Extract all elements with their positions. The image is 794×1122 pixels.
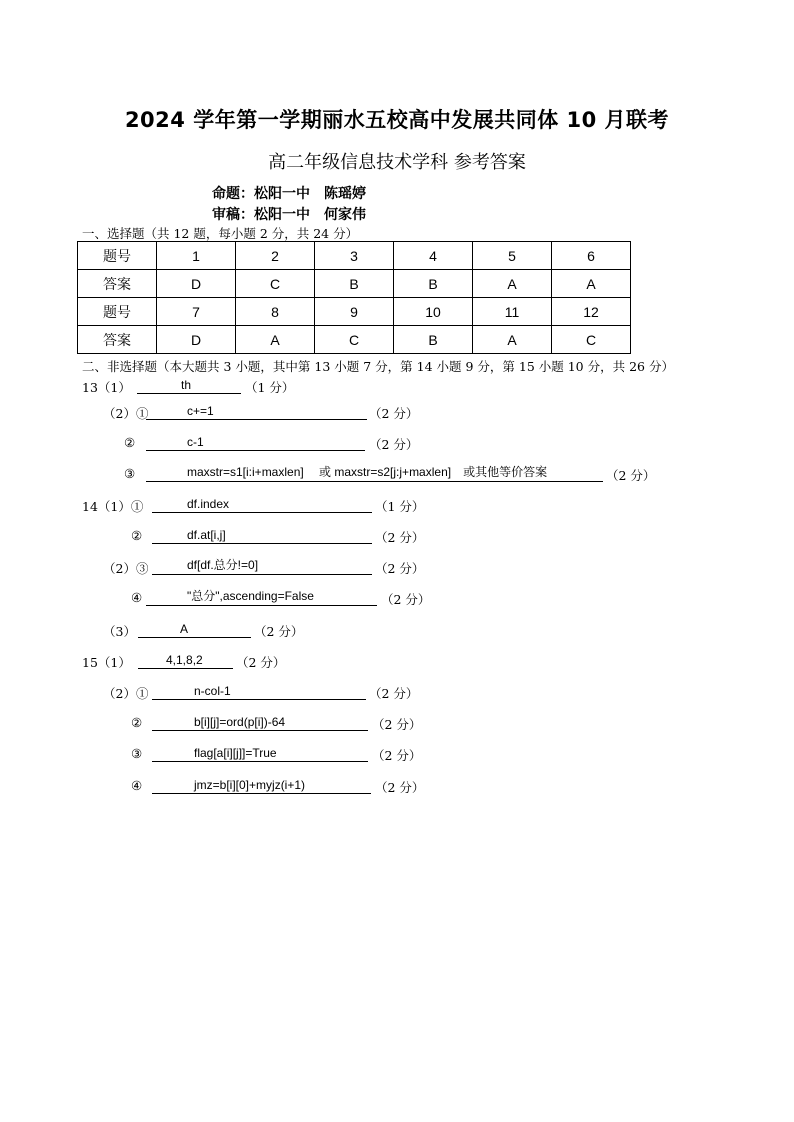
q14-5-label: （3） [103,624,136,639]
q13-2-points: （2 分） [369,406,419,421]
q14-2-answer: df.at[i,j] [152,527,372,544]
document-subtitle: 高二年级信息技术学科 参考答案 [268,152,526,173]
q14-2-label: ② [131,528,143,543]
table-row [78,270,631,298]
answer-table [77,241,631,354]
q13-1-points: （1 分） [245,380,295,395]
q14-3-label: （2）③ [103,561,149,576]
q13-2-label: （2）① [103,406,149,421]
table-cell: C [315,326,394,354]
author-line: 命题：松阳一中 陈瑶婷 [212,186,366,202]
q15-4-label: ③ [131,746,143,761]
reviewer-line: 审稿：松阳一中 何家伟 [212,207,366,223]
q15-3-answer: b[i][j]=ord(p[i])-64 [152,714,368,731]
table-cell: 1 [157,242,236,270]
table-row [78,326,631,354]
q13-4-points: （2 分） [606,468,656,483]
section-nonchoice-heading: 二、非选择题（本大题共 3 小题，其中第 13 小题 7 分，第 14 小题 9 分，第 15 小题 10 分，共 26 分） [82,359,674,374]
table-row-header: 题号 [78,298,157,326]
table-cell: B [394,270,473,298]
q13-4-label: ③ [124,466,136,481]
table-row [78,298,631,326]
table-cell: 12 [552,298,631,326]
q15-3-label: ② [131,715,143,730]
table-cell: D [157,270,236,298]
table-cell: A [236,326,315,354]
q13-1-answer: th [137,377,241,394]
table-cell: 4 [394,242,473,270]
q14-1-label: 14（1）① [82,499,144,514]
q13-3-points: （2 分） [369,437,419,452]
q14-5-points: （2 分） [254,624,304,639]
table-cell: C [552,326,631,354]
table-row [78,242,631,270]
table-cell: A [552,270,631,298]
table-cell: 6 [552,242,631,270]
q15-5-answer: jmz=b[i][0]+myjz(i+1) [152,777,371,794]
q15-5-points: （2 分） [375,780,425,795]
q14-1-points: （1 分） [375,499,425,514]
q14-5-answer: A [138,621,251,638]
q15-4-points: （2 分） [372,748,422,763]
q15-2-answer: n-col-1 [152,683,366,700]
table-cell: B [315,270,394,298]
section-choice-heading: 一、选择题（共 12 题，每小题 2 分，共 24 分） [82,226,359,241]
q13-4-answer: maxstr=s1[i:i+maxlen] 或 maxstr=s2[j:j+maxlen] 或其他等价答案 [146,465,603,482]
q14-4-label: ④ [131,590,143,605]
q14-4-points: （2 分） [381,592,431,607]
q13-3-answer: c-1 [146,434,365,451]
q15-4-answer: flag[a[i][j]]=True [152,745,368,762]
q13-2-answer: c+=1 [146,403,367,420]
table-row-header: 答案 [78,326,157,354]
q14-3-answer: df[df.总分!=0] [152,558,372,575]
table-cell: 10 [394,298,473,326]
q13-3-label: ② [124,435,136,450]
table-cell: C [236,270,315,298]
q15-3-points: （2 分） [372,717,422,732]
q15-1-answer: 4,1,8,2 [138,652,233,669]
table-cell: A [473,270,552,298]
table-cell: B [394,326,473,354]
q15-1-label: 15（1） [82,655,131,670]
q15-5-label: ④ [131,778,143,793]
table-cell: 7 [157,298,236,326]
q15-2-label: （2）① [103,686,149,701]
table-cell: 11 [473,298,552,326]
document-title: 2024 学年第一学期丽水五校高中发展共同体 10 月联考 [124,108,670,132]
q14-2-points: （2 分） [375,530,425,545]
table-row-header: 答案 [78,270,157,298]
q15-2-points: （2 分） [369,686,419,701]
table-row-header: 题号 [78,242,157,270]
table-cell: 8 [236,298,315,326]
table-cell: 9 [315,298,394,326]
table-cell: D [157,326,236,354]
table-cell: A [473,326,552,354]
table-cell: 3 [315,242,394,270]
table-cell: 2 [236,242,315,270]
q14-3-points: （2 分） [375,561,425,576]
q15-1-points: （2 分） [236,655,286,670]
q14-4-answer: "总分",ascending=False [146,589,377,606]
q14-1-answer: df.index [152,496,372,513]
table-cell: 5 [473,242,552,270]
q13-1-label: 13（1） [82,380,131,395]
